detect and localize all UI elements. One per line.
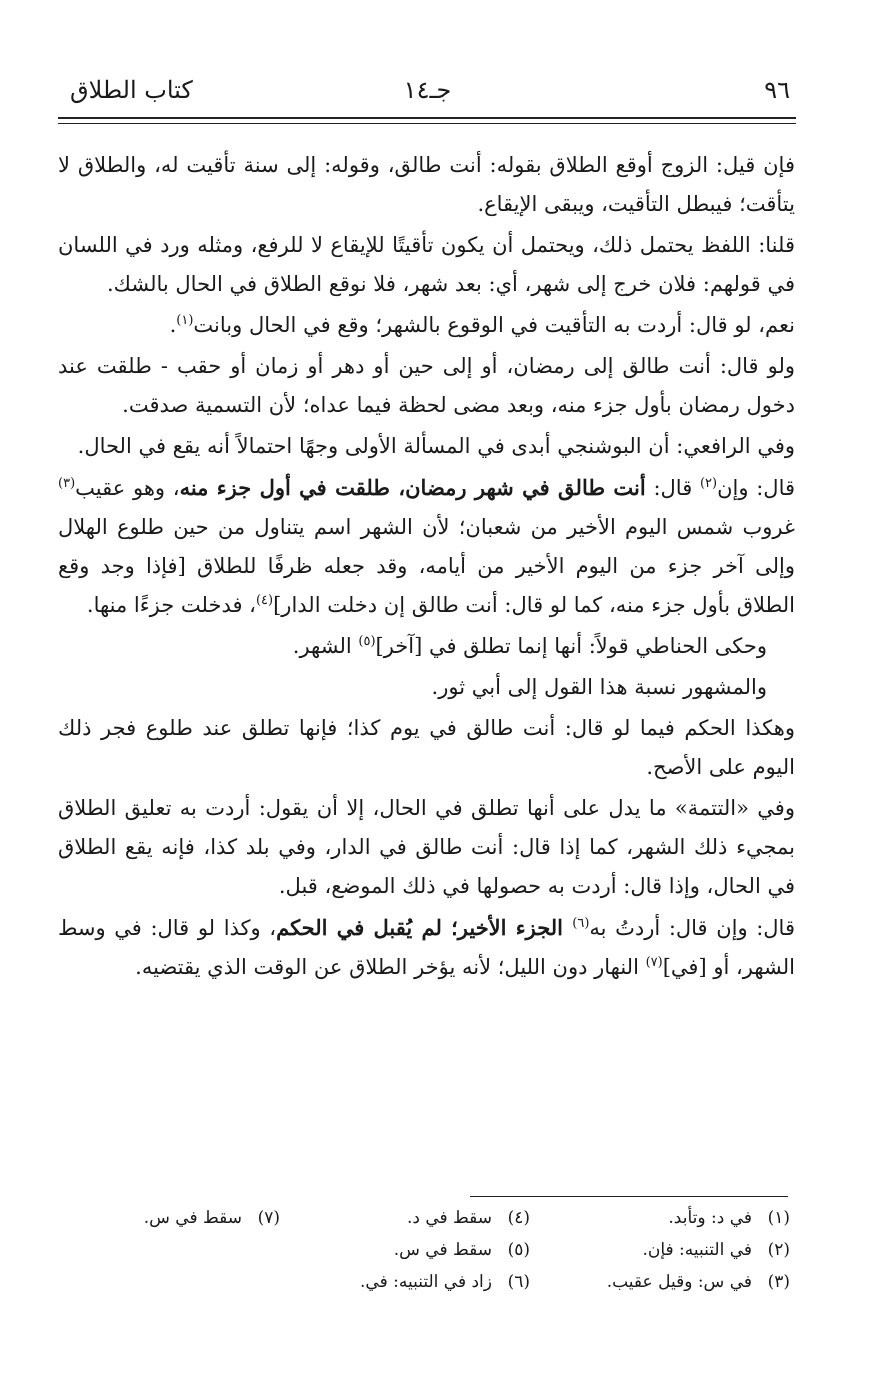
paragraph: وحكى الحناطي قولاً: أنها إنما تطلق في [آخر]$^{(٥)}$ الشهر. [292,634,767,658]
page-number: ٩٦ [764,76,790,104]
paragraph: والمشهور نسبة هذا القول إلى أبي ثور. [431,675,767,699]
paragraph: وفي الرافعي: أن البوشنجي أبدى في المسألة الأولى وجهًا احتمالاً أنه يقع في الحال. [77,434,795,458]
paragraph: قال: وإن$^{(٢)}$ قال: أنت طالق في شهر رمضان، طلقت في أول جزء منه، وهو عقيب$^{(٣)}$ غروب شمس اليوم الأخير من شعبان؛ لأن الشهر اسم يتناول من حين طلوع الهلال وإلى آخر جزء من اليوم الأخير من أيامه، وقد جعله ظرفًا للطلاق [فإذا وجد وقع الطلاق بأول جزء منه، كما لو قال: أنت طالق إن دخلت الدار]$^{(٤)}$، فدخلت جزءًا منها. [58,475,796,617]
header-rule-thick [58,117,796,119]
paragraph: فإن قيل: الزوج أوقع الطلاق بقوله: أنت طالق، وقوله: إلى سنة تأقيت له، والطلاق لا يتأقت؛ فيبطل التأقيت، ويبقى الإيقاع. [58,153,795,216]
footnote: (٢)في التنبيه: فإن. [642,1240,790,1260]
footnote-ref: (١) [176,313,194,328]
footnotes [60,1208,790,1308]
main-text [58,146,795,989]
page-header [60,72,795,118]
footnote-ref: (٣) [58,476,76,491]
paragraph: وفي «التتمة» ما يدل على أنها تطلق في الحال، إلا أن يقول: أردت به تعليق الطلاق بمجيء ذلك الشهر، كما إذا قال: أنت طالق في الدار، وفي بلد كذا، فإنه يقع الطلاق في الحال، وإذا قال: أردت به حصولها في ذلك الموضع، قبل. [58,796,795,898]
footnote-ref: (٥) [358,634,376,649]
footnote: (٥)سقط في س. [393,1240,530,1260]
footnote-ref: (٦) [572,916,590,931]
footnote-ref: (٤) [255,593,274,608]
header-rule-thin [58,123,796,124]
paragraph: وهكذا الحكم فيما لو قال: أنت طالق في يوم كذا؛ فإنها تطلق عند طلوع فجر ذلك اليوم على الأصح. [58,716,795,779]
footnote-separator [470,1196,788,1197]
footnote: (٣)في س: وقيل عقيب. [606,1272,790,1292]
paragraph: نعم، لو قال: أردت به التأقيت في الوقوع بالشهر؛ وقع في الحال وبانت$^{(١)}$. [169,313,795,337]
volume-number: جـ١٤ [403,76,452,104]
footnote: (١)في د: وتأبد. [668,1208,790,1228]
footnote: (٦)زاد في التنبيه: في. [360,1272,530,1292]
book-title: كتاب الطلاق [70,76,193,104]
matn-text: الجزء الأخير؛ لم يُقبل في الحكم [276,915,573,940]
footnote: (٤)سقط في د. [406,1208,530,1228]
paragraph: قلنا: اللفظ يحتمل ذلك، ويحتمل أن يكون تأقيتًا للإيقاع لا للرفع، ومثله ورد في اللسان في قولهم: فلان خرج إلى شهر، أي: بعد شهر، فلا نوقع الطلاق في الحال بالشك. [58,233,795,296]
footnote: (٧)سقط في س. [143,1208,280,1228]
matn-text: أنت طالق في شهر رمضان، طلقت في أول جزء منه [179,475,646,500]
footnote-ref: (٢) [699,476,718,491]
footnote-ref: (٧) [645,955,663,970]
paragraph: قال: وإن قال: أردتُ به$^{(٦)}$ الجزء الأخير؛ لم يُقبل في الحكم، وكذا لو قال: في وسط الشهر، أو [في]$^{(٧)}$ النهار دون الليل؛ لأنه يؤخر الطلاق عن الوقت الذي يقتضيه. [58,915,795,979]
paragraph: ولو قال: أنت طالق إلى رمضان، أو إلى حين أو دهر أو زمان أو حقب - طلقت عند دخول رمضان بأول جزء منه، وبعد مضى لحظة فيما عداه؛ لأن التسمية صدقت. [58,354,795,417]
